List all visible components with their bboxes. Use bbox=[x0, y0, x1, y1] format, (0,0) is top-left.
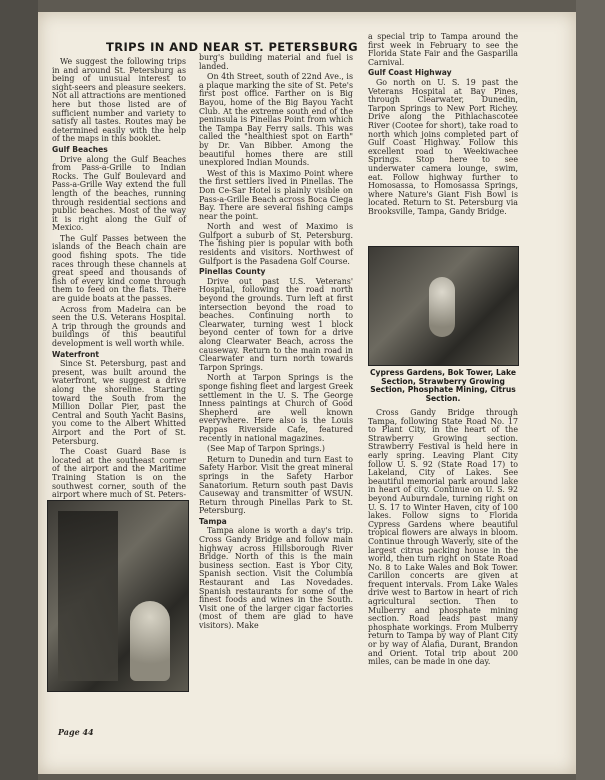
paragraph: West of this is Maximo Point where the first settlers lived in Pinellas. The Don Ce-Sar Hotel is plainly visible on Pass-a-Grille Beach across Boca Ciega Bay. There are several fishing camps near the point. bbox=[199, 168, 353, 221]
woman-figure bbox=[429, 277, 455, 337]
paragraph: North at Tarpon Springs is the sponge fishing fleet and largest Greek settlement in the U. S. The George Inness paintings at Church of Good Shepherd are well known everywhere. Here also is the Louis Pappas Riverside Cafe, featured recently in national magazines. bbox=[199, 373, 353, 443]
column-3-lower bbox=[368, 409, 518, 669]
section-heading: Pinellas County bbox=[199, 267, 266, 277]
paragraph: On 4th Street, south of 22nd Ave., is a plaque marking the site of St. Pete's first post office. Farther on is Big Bayou, home of the Big Bayou Yacht Club. At the extreme south end of the peninsula is Pinellas Point from which the Tampa Bay Ferry sails. This was called the "healthiest spot on Earth" by Dr. Van Bibber. Among the beautiful homes there are still unexplored Indian Mounds. bbox=[199, 72, 353, 168]
right-background bbox=[576, 0, 605, 780]
paragraph: Across from Madeira can be seen the U.S. Veterans Hospital. A trip through the grounds and buildings of this beautiful development is well worth while. bbox=[52, 304, 186, 348]
paragraph: Drive out past U.S. Veterans' Hospital, following the road north beyond the grounds. Turn left at first intersection beyond the road to beaches. Continuing north to Clearwater, turning west 1 block beyond center of town for a drive along Clearwater Beach, across the causeway. Return to the main road in Clearwater and turn north towards Tarpon Springs. bbox=[199, 276, 353, 372]
paragraph: a special trip to Tampa around the first week in February to see the Florida State Fair and the Gasparilla Carnival. bbox=[368, 32, 518, 67]
section-caption: Cypress Gardens, Bok Tower, Lake Section, Strawberry Growing Section, Phosphate Mining, Citrus Section. bbox=[369, 368, 517, 403]
paragraph: Return to Dunedin and turn East to Safety Harbor. Visit the great mineral springs in the Safety Harbor Sanatorium. Return south past Davis Causeway and transmitter of WSUN. Return through Pinellas Park to St. Petersburg. bbox=[199, 454, 353, 516]
column-3 bbox=[368, 33, 518, 218]
column-1 bbox=[52, 58, 186, 502]
paragraph: Cross Gandy Bridge through Tampa, following State Road No. 17 to Plant City, in the heart of the Strawberry Growing section. Strawberry Festival is held here in early spring. Leaving Plant City follow U. S. 92 (State Road 17) to Lakeland, City of Lakes. See beautiful memorial park around lake in heart of city. Continue on U. S. 92 beyond Auburndale, turning right on U. S. 17 to Winter Haven, city of 100 lakes. Follow signs to Florida Cypress Gardens where beautiful tropical flowers are always in bloom. Continue through Waverly, site of the largest citrus packing house in the world, then turn right on State Road No. 8 to Lake Wales and Bok Tower. Carillon concerts are given at frequent intervals. From Lake Wales drive west to Bartow in heart of rich agricultural section. Then to Mulberry and phosphate mining section. Road leads past many phosphate workings. From Mulberry return to Tampa by way of Plant City or by way of Alafia, Durant, Brandon and Orient. Total trip about 200 miles, can be made in one day. bbox=[368, 408, 518, 667]
woman-figure bbox=[130, 601, 170, 681]
intro-paragraph: We suggest the following trips in and around St. Petersburg as being of unusual interest to sight-seers and pleasure seekers. Not all attractions are mentioned here but those listed are of sufficient number and variety to satisfy all tastes. Routes may be determined easily with the help of the maps in this booklet. bbox=[52, 57, 186, 144]
paragraph: The Coast Guard Base is located at the southeast corner of the airport and the Maritime Training Station is on the southwest corner, south of the airport where much of St. Peters- bbox=[52, 447, 187, 500]
section-heading: Waterfront bbox=[52, 349, 100, 359]
tree-shape bbox=[58, 511, 118, 681]
paragraph: Since St. Petersburg, past and present, was built around the waterfront, we suggest a drive along the shoreline. Starting toward the South from the Million Dollar Pier, past the Central and South Yacht Basins, you come to the Albert Whitted Airport and the Port of St. Petersburg. bbox=[52, 359, 186, 446]
paragraph: burg's building material and fuel is landed. bbox=[199, 53, 353, 71]
paragraph: North and west of Maximo is Gulfport a suburb of St. Petersburg. The fishing pier is popular with both residents and visitors. Northwest of Gulfport is the Pasadena Golf Course. bbox=[199, 222, 353, 266]
flower-photo bbox=[368, 246, 519, 366]
paragraph: The Gulf Passes between the islands of the Beach chain are good fishing spots. The tide races through these channels at great speed and thousands of fish of every kind come through them to feed on the flats. There are guide boats at the passes. bbox=[52, 233, 186, 304]
paragraph: Go north on U. S. 19 past the Veterans Hospital at Bay Pines, through Clearwater, Dunedin, Tarpon Springs to New Port Richey. Drive along the Pithlachascotee River (Cootee for short), take road to north which joins completed part of Gulf Coast Highway. Follow this excellent road to Weekiwachee Springs. Stop here to see underwater camera lounge, swim, eat. Follow highway further to Homosassa, to Homosassa Springs, where Nature's Giant Fish Bowl is located. Return to St. Petersburg via Brooksville, Tampa, Gandy Bridge. bbox=[368, 77, 518, 216]
garden-photo bbox=[47, 500, 189, 692]
paragraph: Drive along the Gulf Beaches from Pass-a-Grille to Indian Rocks. The Gulf Boulevard and Pass-a-Grille Way extend the full length of the beaches, running through residential sections and public beaches. Most of the way it is right along the Gulf of Mexico. bbox=[52, 154, 186, 233]
left-background bbox=[0, 0, 38, 780]
section-heading: Gulf Beaches bbox=[52, 144, 108, 154]
page-title: TRIPS IN AND NEAR ST. PETERSBURG bbox=[106, 40, 358, 54]
paragraph: (See Map of Tarpon Springs.) bbox=[207, 444, 325, 454]
section-heading: Tampa bbox=[199, 516, 227, 526]
column-2 bbox=[199, 54, 353, 633]
section-heading: Gulf Coast Highway bbox=[368, 68, 452, 78]
paragraph: Tampa alone is worth a day's trip. Cross Gandy Bridge and follow main highway across Hillsborough River Bridge. North of this is the main business section. East is Ybor City, Spanish section. Visit the Columbia Restaurant and Las Novedades. Spanish restaurants for some of the finest foods and wines in the South. Visit one of the larger cigar factories (most of them are glad to have visitors). Make bbox=[199, 526, 353, 630]
page-number: Page 44 bbox=[58, 727, 94, 737]
